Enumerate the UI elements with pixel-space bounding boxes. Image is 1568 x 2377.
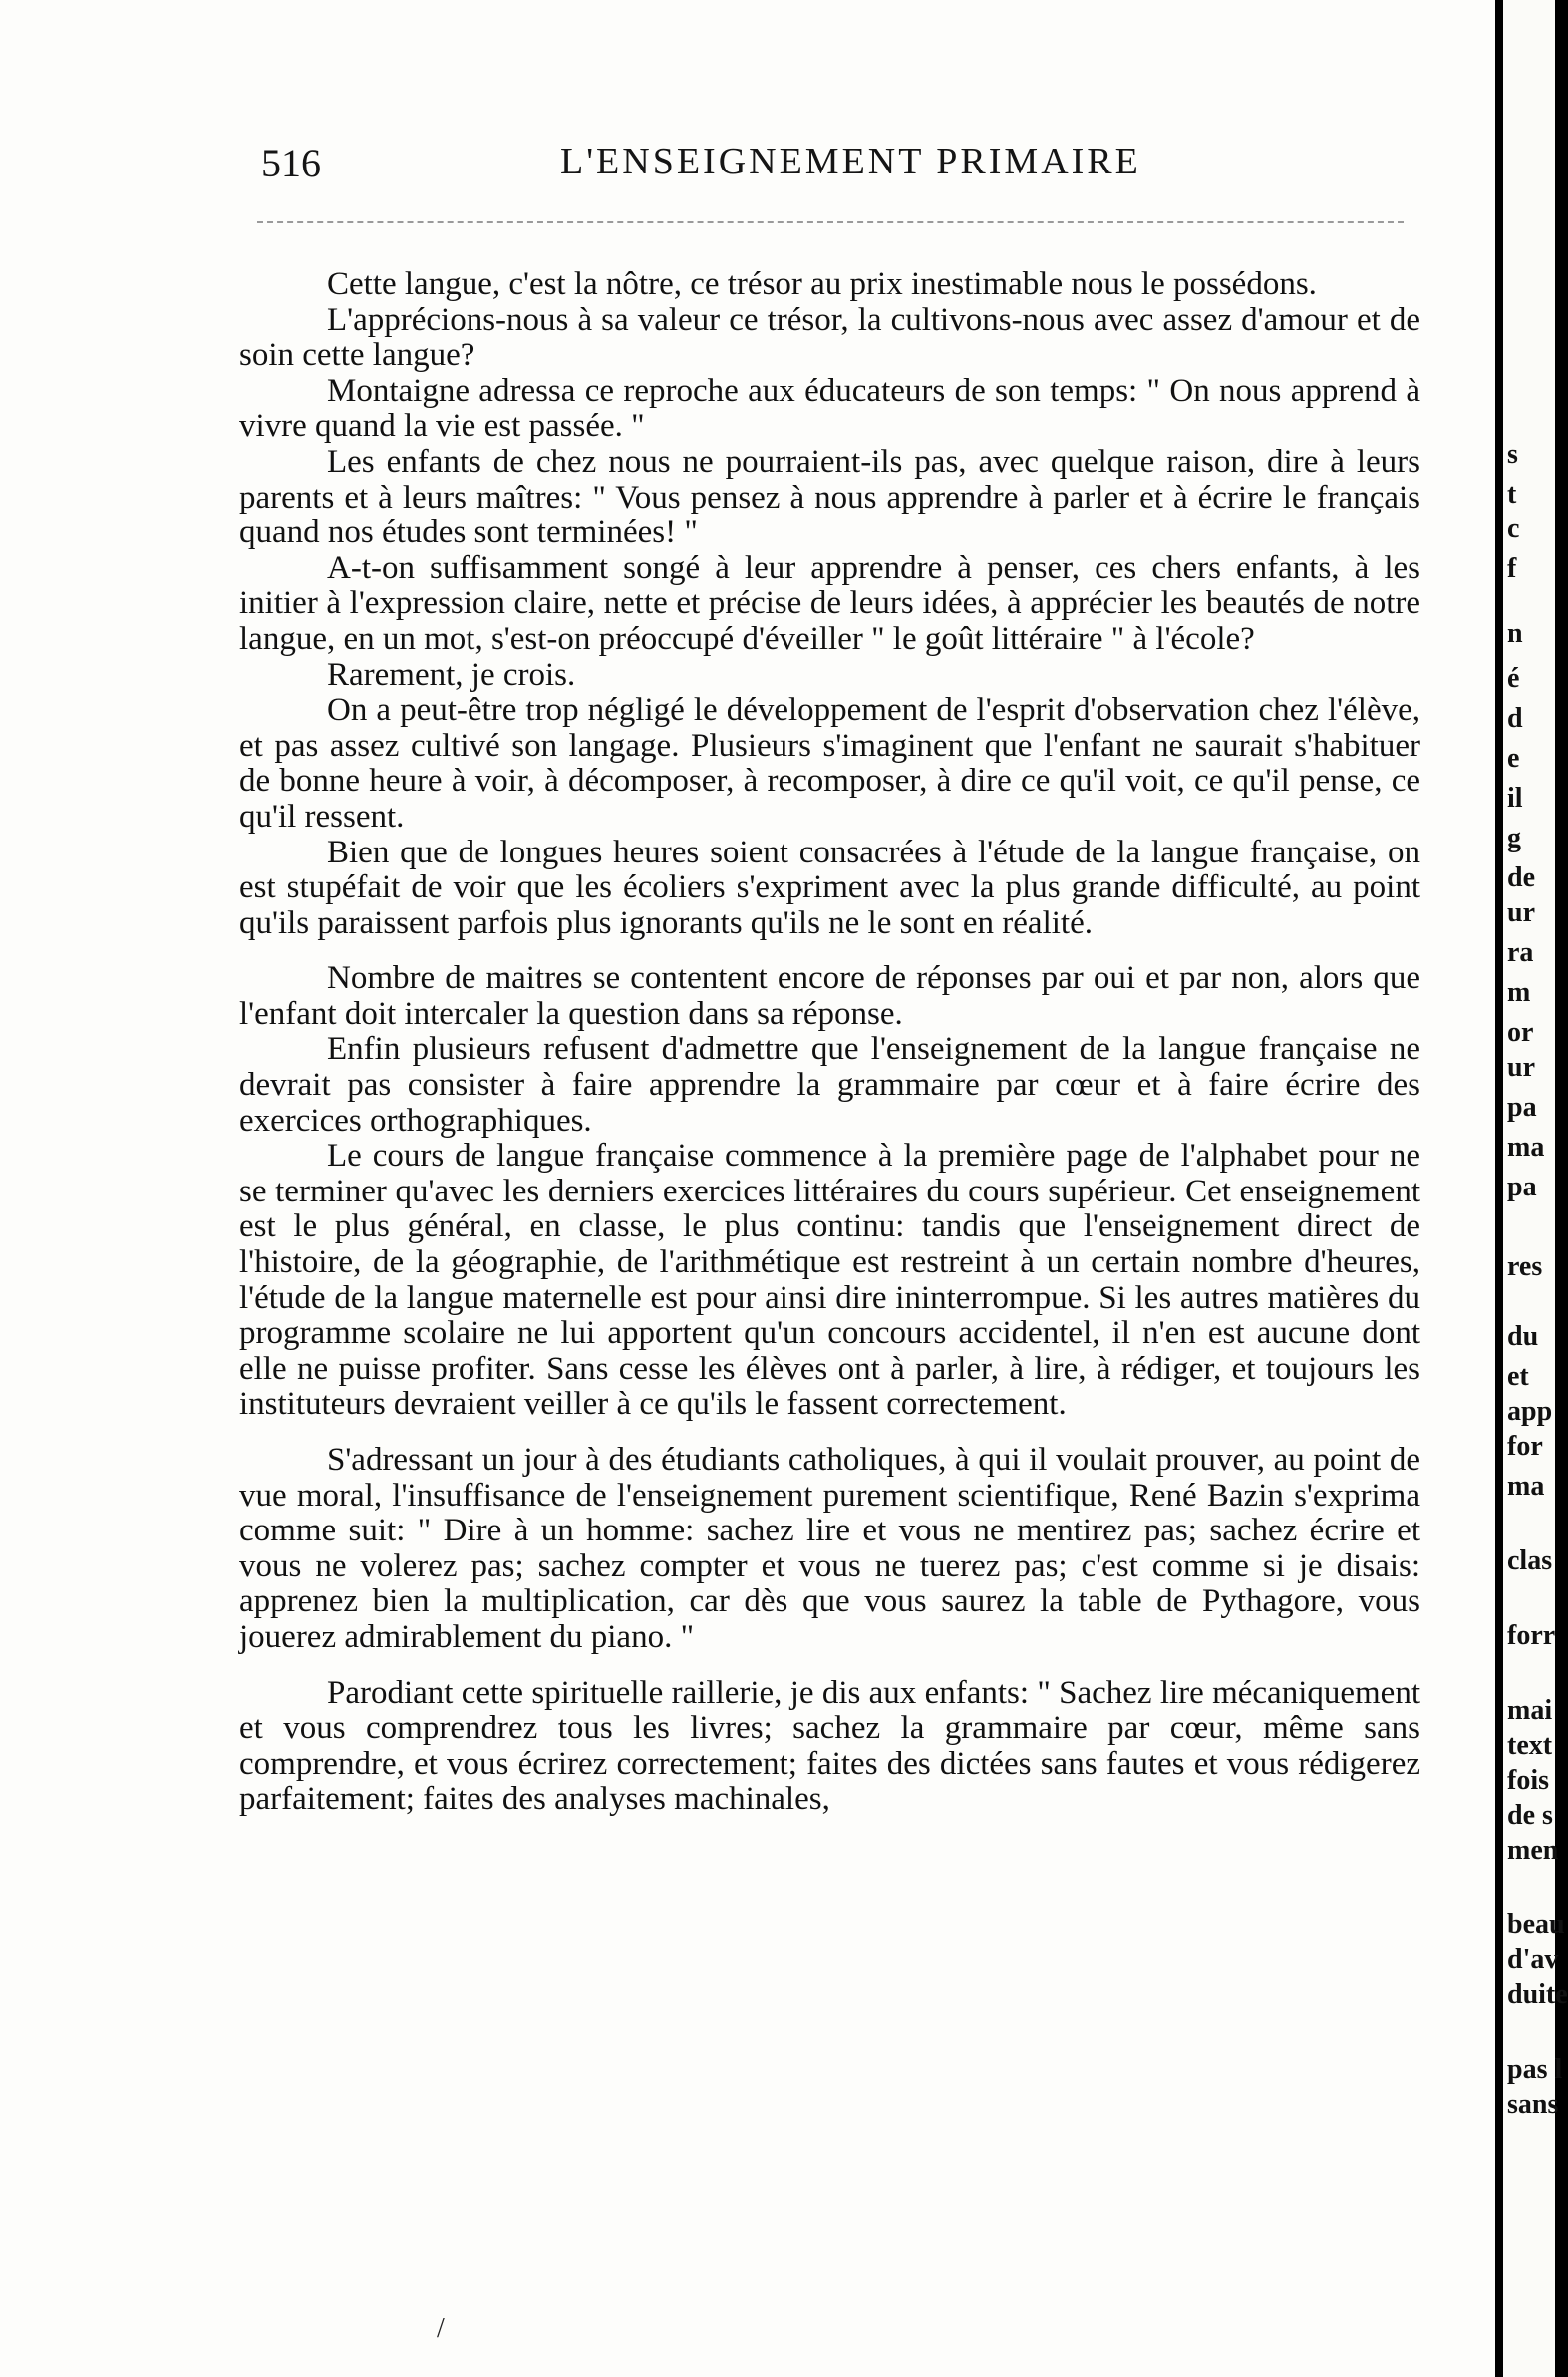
adjacent-page-fragment: res <box>1507 1251 1543 1282</box>
adjacent-page-fragment: pa <box>1507 1172 1537 1202</box>
body-text <box>239 267 1420 1818</box>
adjacent-page-fragment: ur <box>1507 1052 1535 1083</box>
adjacent-page-fragment: pas l <box>1507 2054 1563 2085</box>
paragraph: Enfin plusieurs refusent d'admettre que l'enseignement de la langue française ne devrait pas consister à faire apprendre la grammaire par cœur et à faire écrire des exercices orthographiques. <box>239 1031 1420 1139</box>
adjacent-page-fragment: duite <box>1507 1979 1568 2010</box>
adjacent-page-fragment: ma <box>1507 1132 1545 1163</box>
running-title: L'ENSEIGNEMENT PRIMAIRE <box>560 141 1141 182</box>
adjacent-page-fragment: m <box>1507 977 1531 1008</box>
adjacent-page-fragment: e <box>1507 743 1520 774</box>
adjacent-page-fragment: ma <box>1507 1471 1545 1502</box>
page-header <box>261 140 1437 199</box>
adjacent-page-fragment: s <box>1507 439 1518 470</box>
adjacent-page-fragment: men <box>1507 1835 1559 1866</box>
adjacent-page-fragment: é <box>1507 663 1520 694</box>
adjacent-page-fragment: text <box>1507 1730 1553 1761</box>
adjacent-page-fragment: mai <box>1507 1695 1553 1726</box>
adjacent-page-fragment: clas <box>1507 1545 1553 1576</box>
adjacent-page-fragment: ra <box>1507 937 1534 968</box>
adjacent-page-fragment: t <box>1507 479 1517 509</box>
adjacent-page-fragment: forr <box>1507 1620 1556 1651</box>
adjacent-page-fragment: et <box>1507 1361 1529 1392</box>
adjacent-page-fragment: app <box>1507 1396 1553 1427</box>
adjacent-page-fragment: g <box>1507 823 1521 853</box>
page-number: 516 <box>261 141 321 185</box>
adjacent-page-fragment: c <box>1507 513 1520 544</box>
paragraph: Les enfants de chez nous ne pourraient-ils pas, avec quelque raison, dire à leurs parents et à leurs maîtres: " Vous pensez à nous apprendre à parler et à écrire le français quand nos études sont terminées! " <box>239 443 1420 551</box>
paragraph: Nombre de maitres se contentent encore de réponses par oui et par non, alors que l'enfant doit intercaler la question dans sa réponse. <box>239 960 1420 1032</box>
paragraph: Cette langue, c'est la nôtre, ce trésor au prix inestimable nous le possédons. <box>327 266 1317 302</box>
adjacent-page-fragment: or <box>1507 1017 1534 1048</box>
paragraph: L'apprécions-nous à sa valeur ce trésor, la cultivons-nous avec assez d'amour et de soin cette langue? <box>239 301 1420 374</box>
adjacent-page-fragment: fois <box>1507 1765 1549 1796</box>
bottom-mark: / <box>437 2313 445 2344</box>
paragraph: A-t-on suffisamment songé à leur apprendre à penser, ces chers enfants, à les initier à l'expression claire, nette et précise de leurs idées, à apprécier les beautés de notre langue, en un mot, s'est-on préoccupé d'éveiller " le goût littéraire " à l'école? <box>239 549 1420 657</box>
header-rule <box>257 221 1404 223</box>
paragraph: On a peut-être trop négligé le développement de l'esprit d'observation chez l'élève, et pas assez cultivé son langage. Plusieurs s'imaginent que l'enfant ne saurait s'habituer de bonne heure à voir, à décomposer, à recomposer, à dire ce qu'il voit, ce qu'il pense, ce qu'il ressent. <box>239 692 1420 835</box>
paragraph: Parodiant cette spirituelle raillerie, je dis aux enfants: " Sachez lire mécaniquement et vous comprendrez tous les livres; sachez la grammaire par cœur, même sans comprendre, et vous écrirez correctement; faites des dictées sans fautes et vous rédigerez parfaitement; faites des analyses machinales, <box>239 1674 1420 1818</box>
adjacent-page-fragments <box>1507 0 1568 2377</box>
adjacent-page-fragment: n <box>1507 618 1523 649</box>
adjacent-page-fragment: for <box>1507 1431 1543 1462</box>
adjacent-page-fragment: sans <box>1507 2089 1559 2120</box>
adjacent-page-fragment: beau <box>1507 1909 1565 1940</box>
adjacent-page-fragment: de s <box>1507 1800 1553 1831</box>
adjacent-page-fragment: f <box>1507 553 1517 584</box>
adjacent-page-fragment: il <box>1507 783 1523 814</box>
paragraph: S'adressant un jour à des étudiants catholiques, à qui il voulait prouver, au point de vue moral, l'insuffisance de l'enseignement purement scientifique, René Bazin s'exprima comme suit: " Dire à un homme: sachez lire et vous ne mentirez pas; sachez écrire et vous ne volerez pas; sachez compter et vous ne tuerez pas; c'est comme si je disais: apprenez bien la multiplication, car dès que vous saurez la table de Pythagore, vous jouerez admirablement du piano. " <box>239 1442 1420 1655</box>
paragraph: Le cours de langue française commence à la première page de l'alphabet pour ne se terminer qu'avec les derniers exercices littéraires du cours supérieur. Cet enseignement est le plus général, en classe, le plus continu: tandis que l'enseignement direct de l'histoire, de la géographie, de l'arithmétique est restreint à un certain nombre d'heures, l'étude de la langue maternelle est pour ainsi dire ininterrompue. Si les autres matières du programme scolaire ne lui apportent qu'un concours accidentel, il n'en est aucune dont elle ne puisse profiter. Sans cesse les élèves ont à parler, à lire, à rédiger, et toujours les instituteurs devraient veiller à ce qu'ils le fassent correctement. <box>239 1138 1420 1423</box>
adjacent-page-fragment: de <box>1507 862 1535 893</box>
adjacent-page-fragment: d'av <box>1507 1944 1559 1975</box>
adjacent-page-fragment: pa <box>1507 1092 1537 1123</box>
adjacent-page-fragment: du <box>1507 1321 1539 1352</box>
paragraph: Rarement, je crois. <box>327 656 576 693</box>
paragraph: Montaigne adressa ce reproche aux éducateurs de son temps: " On nous apprend à vivre quand la vie est passée. " <box>239 372 1420 445</box>
paragraph: Bien que de longues heures soient consacrées à l'étude de la langue française, on est stupéfait de voir que les écoliers s'expriment avec la plus grande difficulté, au point qu'ils paraissent parfois plus ignorants qu'ils ne le sont en réalité. <box>239 834 1420 941</box>
adjacent-page-fragment: ur <box>1507 897 1535 928</box>
adjacent-page-fragment: d <box>1507 703 1523 734</box>
